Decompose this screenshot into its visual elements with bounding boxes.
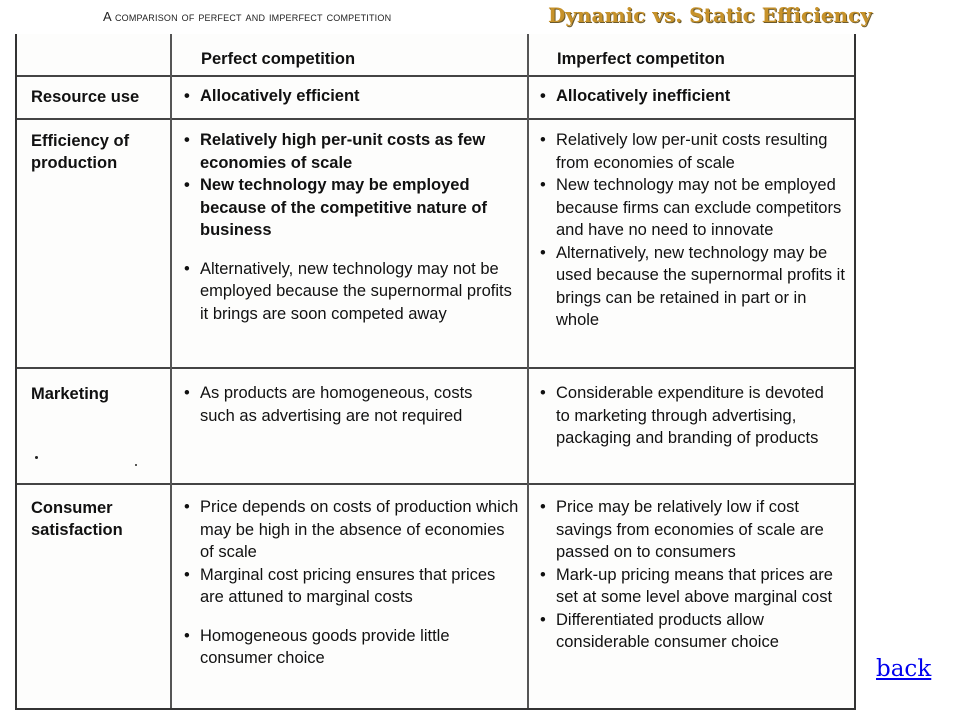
list-item: • Homogeneous goods provide little consumer choice	[182, 625, 522, 670]
cell-perfect-efficiency	[182, 129, 512, 325]
scan-speck	[135, 464, 137, 466]
scan-speck	[35, 456, 38, 459]
back-link[interactable]: back	[876, 656, 932, 682]
comparison-table	[15, 34, 856, 710]
cell-imperfect-consumer	[538, 496, 851, 654]
list-item: • Relatively high per-unit costs as few economies of scale	[182, 129, 512, 174]
row-label-resource-use: Resource use	[31, 88, 140, 106]
row-label-efficiency: Efficiency of production	[31, 132, 130, 172]
column-header-perfect: Perfect competition	[201, 50, 356, 68]
list-item: • As products are homogeneous, costs such as advertising are not required	[182, 382, 500, 427]
list-item: • Relatively low per-unit costs resulting from economies of scale	[538, 129, 851, 174]
list-item: • New technology may be employed because of the competitive nature of business	[182, 174, 512, 242]
row-label-consumer-satisfaction: Consumer satisfaction	[31, 499, 123, 539]
cell-imperfect-marketing	[538, 382, 838, 450]
list-item: • Allocatively efficient	[182, 85, 517, 108]
row-label-marketing: Marketing	[31, 385, 109, 403]
list-item: • Differentiated products allow considerable consumer choice	[538, 609, 851, 654]
column-header-imperfect: Imperfect competiton	[557, 50, 725, 68]
header-divider	[17, 75, 854, 77]
column-divider	[527, 34, 529, 708]
list-item: • Alternatively, new technology may be used because the supernormal profits it brings can be retained in part or in whole	[538, 242, 851, 332]
list-item: • Considerable expenditure is devoted to marketing through advertising, packaging and branding of products	[538, 382, 838, 450]
list-item: • Price may be relatively low if cost savings from economies of scale are passed on to consumers	[538, 496, 851, 564]
cell-perfect-resource-use	[182, 85, 517, 108]
column-divider	[170, 34, 172, 708]
cell-perfect-consumer	[182, 496, 522, 670]
cell-perfect-marketing	[182, 382, 500, 427]
list-item: • Alternatively, new technology may not be employed because the supernormal profits it brings are soon competed away	[182, 258, 512, 326]
list-item: • Allocatively inefficient	[538, 85, 851, 108]
slide-title: Dynamic vs. Static Efficiency	[548, 3, 872, 27]
list-item: • Price depends on costs of production which may be high in the absence of economies of scale	[182, 496, 522, 564]
cell-imperfect-resource-use	[538, 85, 851, 108]
list-item: • Mark-up pricing means that prices are set at some level above marginal cost	[538, 564, 851, 609]
row-divider	[17, 118, 854, 120]
row-divider	[17, 367, 854, 369]
list-item: • Marginal cost pricing ensures that prices are attuned to marginal costs	[182, 564, 522, 609]
cell-imperfect-efficiency	[538, 129, 851, 332]
row-divider	[17, 483, 854, 485]
table-caption: A comparison of perfect and imperfect competition	[103, 9, 392, 24]
list-item: • New technology may not be employed because firms can exclude competitors and have no need to innovate	[538, 174, 851, 242]
